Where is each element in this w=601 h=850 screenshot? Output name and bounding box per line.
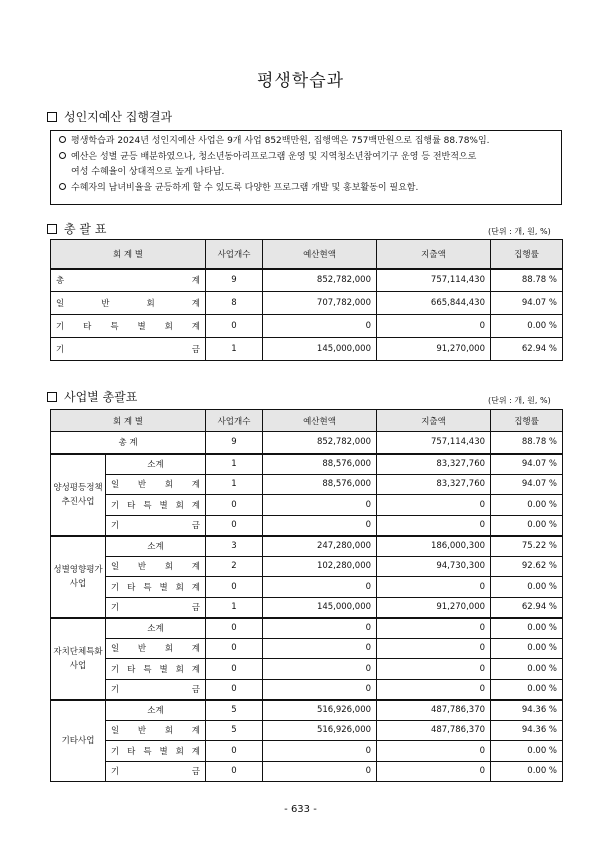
section-heading-text: 성인지예산 집행결과 (64, 110, 173, 124)
cell-spent: 83,327,760 (377, 454, 491, 475)
cell-budget: 516,926,000 (263, 700, 377, 721)
cell-spent: 0 (377, 315, 491, 338)
group-name-line: 기타사업 (61, 735, 95, 746)
cell-rate: 0.00 % (491, 495, 563, 516)
cell-budget: 0 (263, 741, 377, 762)
cell-spent: 83,327,760 (377, 474, 491, 495)
checkbox-square-icon (47, 392, 57, 402)
cell-spent: 0 (377, 638, 491, 659)
group-name-line: 추진사업 (61, 496, 95, 507)
cell-spent: 0 (377, 577, 491, 598)
cell-spent: 0 (377, 618, 491, 639)
table-row (51, 659, 563, 680)
cell-spent: 757,114,430 (377, 432, 491, 454)
row-label (106, 720, 206, 741)
row-label-text: 일 반 회 계 (111, 562, 200, 573)
column-header: 사업개수 (206, 410, 263, 432)
cell-budget: 0 (263, 495, 377, 516)
section-heading-overview (47, 220, 106, 237)
table-row (51, 536, 563, 557)
cell-rate: 62.94 % (491, 338, 563, 361)
cell-rate: 0.00 % (491, 618, 563, 639)
cell-count: 8 (206, 292, 263, 315)
cell-rate: 75.22 % (491, 536, 563, 557)
section-heading-summary (47, 108, 172, 125)
checkbox-square-icon (47, 112, 57, 122)
page-title: 평생학습과 (256, 71, 345, 91)
column-header: 집행률 (491, 240, 563, 269)
cell-count: 1 (206, 474, 263, 495)
cell-spent: 487,786,370 (377, 700, 491, 721)
cell-rate: 62.94 % (491, 597, 563, 618)
cell-budget: 0 (263, 659, 377, 680)
group-name-line: 성별영향평가 (53, 564, 103, 575)
row-label (106, 577, 206, 598)
row-label-text: 일 반 회 계 (111, 480, 200, 491)
cell-count: 1 (206, 597, 263, 618)
table-row (51, 454, 563, 475)
cell-count: 9 (206, 432, 263, 454)
table-row (51, 292, 563, 315)
cell-spent: 0 (377, 495, 491, 516)
cell-rate: 0.00 % (491, 741, 563, 762)
column-header: 회 계 별 (51, 410, 206, 432)
cell-spent: 757,114,430 (377, 269, 491, 292)
group-name (51, 618, 106, 700)
row-label-text: 기 타 특 별 회 계 (111, 582, 200, 593)
group-name (51, 700, 106, 782)
row-label (51, 315, 206, 338)
cell-spent: 487,786,370 (377, 720, 491, 741)
unit-label: (단위 : 개, 원, %) (488, 227, 551, 236)
cell-spent: 0 (377, 515, 491, 536)
table-row (51, 315, 563, 338)
cell-rate: 94.07 % (491, 454, 563, 475)
cell-budget: 0 (263, 515, 377, 536)
cell-spent: 91,270,000 (377, 597, 491, 618)
cell-budget: 852,782,000 (263, 269, 377, 292)
row-label (106, 515, 206, 536)
row-label (106, 638, 206, 659)
table-row (51, 618, 563, 639)
cell-rate: 0.00 % (491, 761, 563, 782)
cell-count: 0 (206, 577, 263, 598)
cell-rate: 94.07 % (491, 292, 563, 315)
cell-budget: 145,000,000 (263, 597, 377, 618)
cell-rate: 88.78 % (491, 432, 563, 454)
table-row (51, 577, 563, 598)
row-label (106, 556, 206, 577)
cell-spent: 91,270,000 (377, 338, 491, 361)
cell-budget: 102,280,000 (263, 556, 377, 577)
section-heading-text: 사업별 총괄표 (64, 390, 138, 404)
row-label-text: 기 타 특 별 회 계 (111, 664, 200, 675)
row-label (51, 292, 206, 315)
row-label-text: 기 금 (56, 345, 200, 355)
column-header: 예산현액 (263, 240, 377, 269)
table-row (51, 700, 563, 721)
row-label (106, 679, 206, 700)
cell-count: 1 (206, 338, 263, 361)
summary-line: 예산은 성별 균등 배분하였으나, 청소년동아리프로그램 운영 및 지역청소년참여기구 운영 등 전반적으로 (59, 150, 553, 166)
row-label (106, 495, 206, 516)
cell-budget: 516,926,000 (263, 720, 377, 741)
summary-box (50, 130, 562, 205)
group-name (51, 454, 106, 536)
cell-count: 0 (206, 495, 263, 516)
row-label: 소계 (106, 618, 206, 639)
row-label (106, 741, 206, 762)
cell-budget: 247,280,000 (263, 536, 377, 557)
cell-count: 5 (206, 720, 263, 741)
row-label-text: 일 반 회 계 (111, 644, 200, 655)
table-row (51, 741, 563, 762)
cell-count: 0 (206, 515, 263, 536)
cell-rate: 88.78 % (491, 269, 563, 292)
cell-rate: 0.00 % (491, 679, 563, 700)
circle-bullet-icon (59, 136, 66, 143)
group-name-line: 양성평등정책 (53, 482, 103, 493)
cell-count: 1 (206, 454, 263, 475)
cell-spent: 186,000,300 (377, 536, 491, 557)
row-label-text: 총 계 (56, 276, 200, 287)
cell-spent: 665,844,430 (377, 292, 491, 315)
cell-budget: 0 (263, 761, 377, 782)
cell-budget: 707,782,000 (263, 292, 377, 315)
checkbox-square-icon (47, 224, 57, 234)
cell-count: 0 (206, 761, 263, 782)
row-label (106, 597, 206, 618)
cell-rate: 0.00 % (491, 577, 563, 598)
cell-count: 5 (206, 700, 263, 721)
summary-line: 여성 수혜율이 상대적으로 높게 나타남. (71, 167, 225, 177)
cell-rate: 92.62 % (491, 556, 563, 577)
table-row (51, 474, 563, 495)
table-header-row (51, 240, 563, 269)
cell-budget: 0 (263, 638, 377, 659)
row-label-text: 일 반 회 계 (111, 726, 200, 737)
row-label-text: 기 금 (111, 603, 201, 613)
table-row (51, 556, 563, 577)
table-header-row (51, 410, 563, 432)
group-name-line: 사업 (69, 660, 87, 671)
cell-budget: 0 (263, 577, 377, 598)
cell-spent: 94,730,300 (377, 556, 491, 577)
table-row (51, 515, 563, 536)
cell-rate: 0.00 % (491, 638, 563, 659)
group-name-line: 자치단체특화 (53, 646, 103, 657)
table-row (51, 720, 563, 741)
section-heading-by-project (47, 388, 137, 405)
row-label-text: 기 타 특 별 회 계 (111, 746, 200, 757)
column-header: 예산현액 (263, 410, 377, 432)
cell-budget: 88,576,000 (263, 474, 377, 495)
cell-budget: 88,576,000 (263, 454, 377, 475)
cell-budget: 0 (263, 679, 377, 700)
row-label-text: 기 타 특 별 회 계 (111, 500, 200, 511)
row-label: 소계 (106, 700, 206, 721)
row-label-text: 일 반 회 계 (56, 299, 200, 309)
cell-count: 9 (206, 269, 263, 292)
table-row (51, 761, 563, 782)
cell-count: 0 (206, 638, 263, 659)
circle-bullet-icon (59, 183, 66, 190)
cell-rate: 94.07 % (491, 474, 563, 495)
cell-spent: 0 (377, 761, 491, 782)
cell-rate: 94.36 % (491, 700, 563, 721)
circle-bullet-icon (59, 152, 66, 159)
column-header: 지출액 (377, 240, 491, 269)
table-row (51, 597, 563, 618)
row-label (106, 474, 206, 495)
page-number: - 633 - (284, 804, 317, 815)
cell-count: 2 (206, 556, 263, 577)
row-label: 소계 (106, 536, 206, 557)
unit-label: (단위 : 개, 원, %) (488, 396, 551, 405)
table-row (51, 269, 563, 292)
cell-count: 0 (206, 741, 263, 762)
table-row (51, 338, 563, 361)
cell-rate: 0.00 % (491, 659, 563, 680)
row-label (106, 761, 206, 782)
row-label-text: 기 금 (111, 521, 201, 531)
row-label-text: 기 타 특 별 회 계 (56, 322, 200, 332)
cell-rate: 94.36 % (491, 720, 563, 741)
cell-count: 0 (206, 618, 263, 639)
table-row (51, 679, 563, 700)
cell-rate: 0.00 % (491, 315, 563, 338)
column-header: 집행률 (491, 410, 563, 432)
cell-count: 3 (206, 536, 263, 557)
cell-count: 0 (206, 679, 263, 700)
cell-spent: 0 (377, 679, 491, 700)
summary-line: 평생학습과 2024년 성인지예산 사업은 9개 사업 852백만원, 집행액은 757백만원으로 집행률 88.78%임. (59, 134, 553, 150)
row-label: 소계 (106, 454, 206, 475)
cell-spent: 0 (377, 741, 491, 762)
column-header: 지출액 (377, 410, 491, 432)
table-row (51, 495, 563, 516)
row-label-text: 기 금 (111, 685, 201, 695)
cell-rate: 0.00 % (491, 515, 563, 536)
row-label: 총 계 (51, 432, 206, 454)
overview-table (50, 239, 563, 361)
table-row-total (51, 432, 563, 454)
cell-budget: 145,000,000 (263, 338, 377, 361)
cell-spent: 0 (377, 659, 491, 680)
group-name (51, 536, 106, 618)
cell-budget: 0 (263, 618, 377, 639)
row-label-text: 기 금 (111, 767, 201, 778)
by-project-table (50, 409, 563, 782)
cell-budget: 852,782,000 (263, 432, 377, 454)
cell-budget: 0 (263, 315, 377, 338)
column-header: 회 계 별 (51, 240, 206, 269)
group-name-line: 사업 (69, 578, 87, 589)
column-header: 사업개수 (206, 240, 263, 269)
cell-count: 0 (206, 315, 263, 338)
section-heading-text: 총 괄 표 (64, 222, 107, 236)
summary-line: 수혜자의 남녀비율을 균등하게 할 수 있도록 다양한 프로그램 개발 및 홍보활동이 필요함. (59, 181, 553, 197)
cell-count: 0 (206, 659, 263, 680)
table-row (51, 638, 563, 659)
row-label (106, 659, 206, 680)
row-label (51, 338, 206, 361)
row-label (51, 269, 206, 292)
